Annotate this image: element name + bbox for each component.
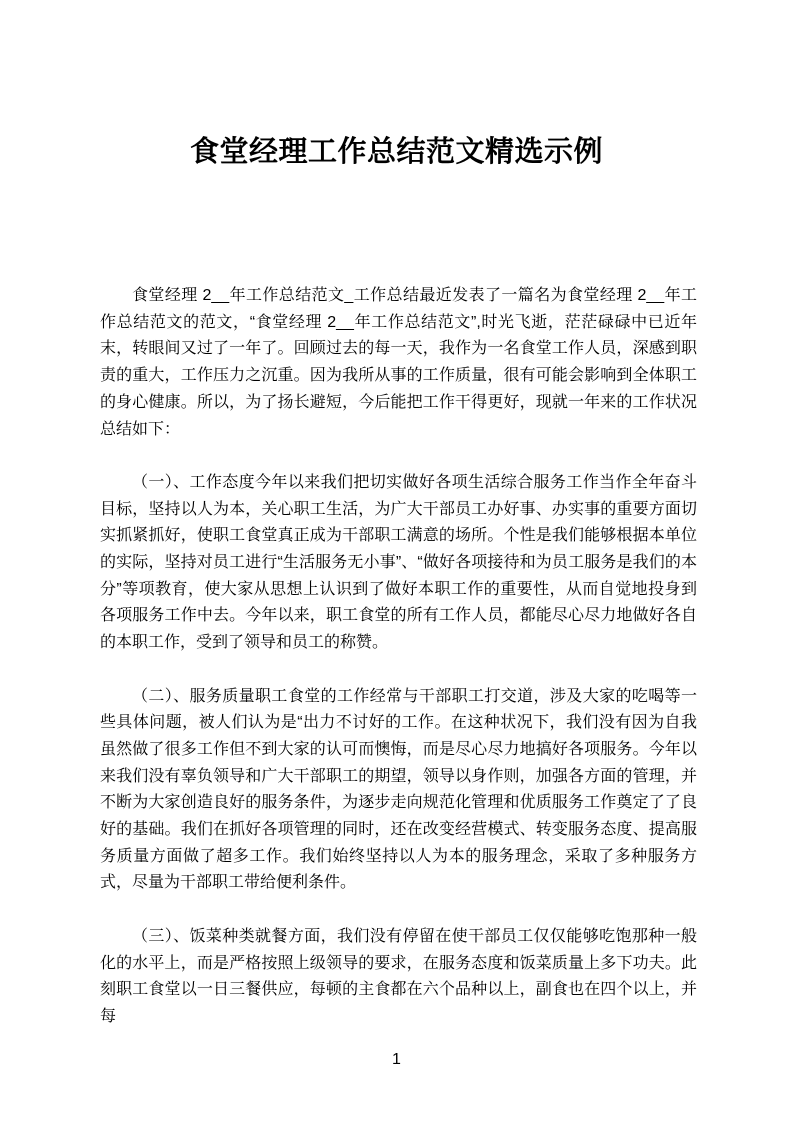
paragraph-section-2: （二）、服务质量职工食堂的工作经常与干部职工打交道，涉及大家的吃喝等一些具体问题，被人们认为是“出力不讨好的工作。在这种状况下，我们没有因为自我虽然做了很多工作但不到大家的认可而懊悔，而是尽心尽力地搞好各项服务。今年以来我们没有辜负领导和广大干部职工的期望，领导以身作则，加强各方面的管理，并不断为大家创造良好的服务条件，为逐步走向规范化管理和优质服务工作奠定了了良好的基础。我们在抓好各项管理的同时，还在改变经营模式、转变服务态度、提高服务质量方面做了超多工作。我们始终坚持以人为本的服务理念，采取了多种服务方式，尽量为干部职工带给便利条件。 [100,687,697,892]
paragraph-intro: 食堂经理 2__年工作总结范文_工作总结最近发表了一篇名为食堂经理 2__年工作总结范文的范文，“食堂经理 2__年工作总结范文”,时光飞逝，茫茫碌碌中已近年末，转眼间又过了一年了。回顾过去的每一天，我作为一名食堂工作人员，深感到职责的重大，工作压力之沉重。因为我所从事的工作质量，很有可能会影响到全体职工的身心健康。所以，为了扬长避短，今后能把工作干得更好，现就一年来的工作状况总结如下： [100,287,697,438]
page-footer [0,1049,793,1071]
document-title: 食堂经理工作总结范文精选示例 [189,136,603,168]
paragraph-section-1: （一）、工作态度今年以来我们把切实做好各项生活综合服务工作当作全年奋斗目标，坚持以人为本，关心职工生活，为广大干部员工办好事、办实事的重要方面切实抓紧抓好，使职工食堂真正成为干部职工满意的场所。个性是我们能够根据本单位的实际，坚持对员工进行“生活服务无小事”、“做好各项接待和为员工服务是我们的本分”等项教育，使大家从思想上认识到了做好本职工作的重要性，从而自觉地投身到各项服务工作中去。今年以来，职工食堂的所有工作人员，都能尽心尽力地做好各自的本职工作，受到了领导和员工的称赞。 [100,473,697,652]
page-number: 1 [392,1051,401,1068]
document-body [100,283,697,1031]
paragraph-section-3: （三）、饭菜种类就餐方面，我们没有停留在使干部员工仅仅能够吃饱那种一般化的水平上，而是严格按照上级领导的要求，在服务态度和饭菜质量上多下功夫。此刻职工食堂以一日三餐供应，每顿的主食都在六个品种以上，副食也在四个以上，并每 [100,927,697,1025]
